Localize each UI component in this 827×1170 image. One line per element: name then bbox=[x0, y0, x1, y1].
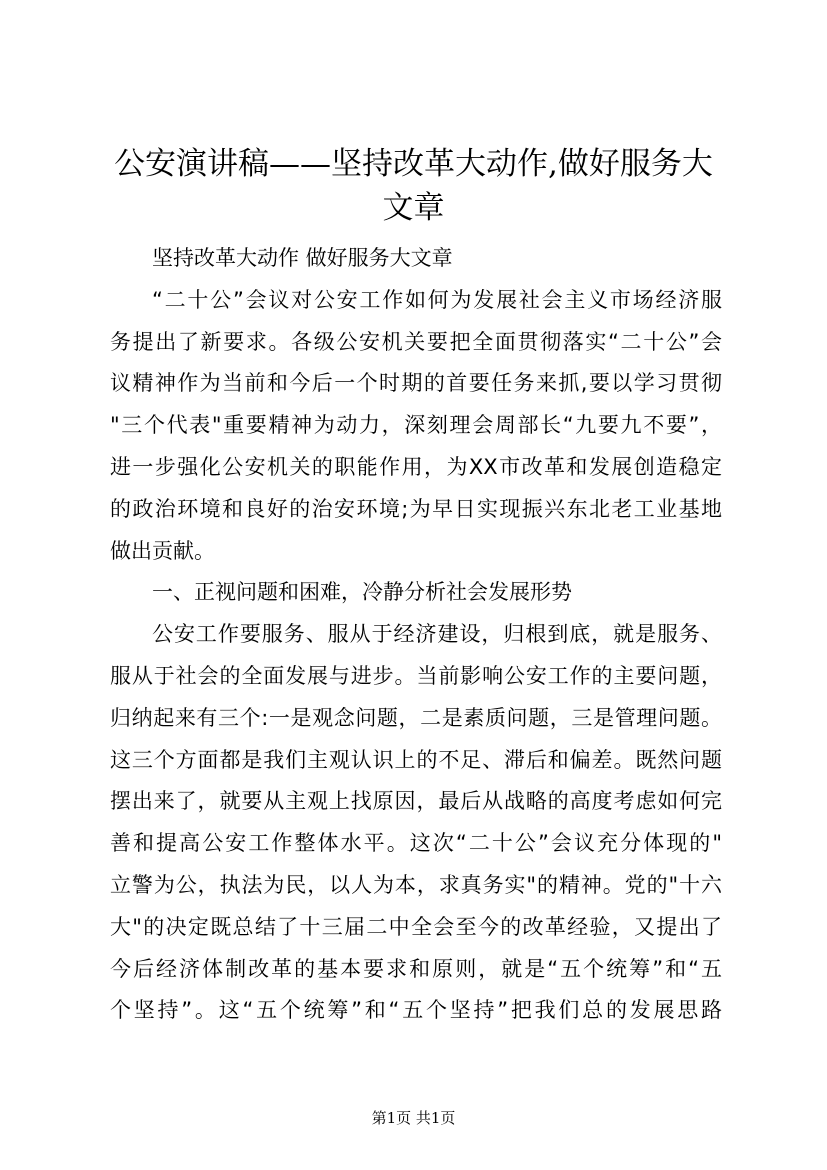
body-line: 做出贡献。 bbox=[110, 538, 215, 563]
body-line: 这三个方面都是我们主观认识上的不足、滞后和偏差。既然问题 bbox=[110, 747, 722, 772]
body-line: 立警为公，执法为民，以人为本，求真务实"的精神。党的"十六 bbox=[110, 872, 722, 897]
body-line: “二十公”会议对公安工作如何为发展社会主义市场经济服 bbox=[152, 287, 722, 312]
page-footer: 第1页 共1页 bbox=[371, 1109, 456, 1127]
title-line-1: 公安演讲稿——坚持改革大动作,做好服务大 bbox=[114, 146, 713, 182]
document-title bbox=[100, 142, 727, 230]
title-line-2: 文章 bbox=[382, 190, 445, 226]
body-line: 务提出了新要求。各级公安机关要把全面贯彻落实“二十公”会 bbox=[110, 329, 722, 354]
body-line: 坚持改革大动作 做好服务大文章 bbox=[152, 246, 453, 270]
body-line: 服从于社会的全面发展与进步。当前影响公安工作的主要问题， bbox=[110, 663, 722, 688]
body-line: 个坚持”。这“五个统筹”和“五个坚持”把我们总的发展思路 bbox=[110, 998, 722, 1023]
body-line: 进一步强化公安机关的职能作用，为XX市改革和发展创造稳定 bbox=[110, 454, 722, 479]
body-line: 摆出来了，就要从主观上找原因，最后从战略的高度考虑如何完 bbox=[110, 789, 722, 814]
body-line: "三个代表"重要精神为动力，深刻理会周部长“九要九不要”， bbox=[110, 413, 722, 438]
body-line: 一、正视问题和困难，冷静分析社会发展形势 bbox=[152, 580, 572, 605]
body-line: 善和提高公安工作整体水平。这次“二十公”会议充分体现的" bbox=[110, 831, 722, 856]
body-line: 公安工作要服务、服从于经济建设，归根到底，就是服务、 bbox=[152, 622, 722, 647]
body-line: 议精神作为当前和今后一个时期的首要任务来抓,要以学习贯彻 bbox=[110, 371, 722, 396]
body-line: 今后经济体制改革的基本要求和原则，就是“五个统筹”和“五 bbox=[110, 956, 722, 981]
document-body bbox=[110, 238, 722, 1032]
body-line: 大"的决定既总结了十三届二中全会至今的改革经验，又提出了 bbox=[110, 914, 722, 939]
body-line: 归纳起来有三个:一是观念问题，二是素质问题，三是管理问题。 bbox=[110, 705, 722, 730]
body-line: 的政治环境和良好的治安环境;为早日实现振兴东北老工业基地 bbox=[110, 496, 722, 521]
